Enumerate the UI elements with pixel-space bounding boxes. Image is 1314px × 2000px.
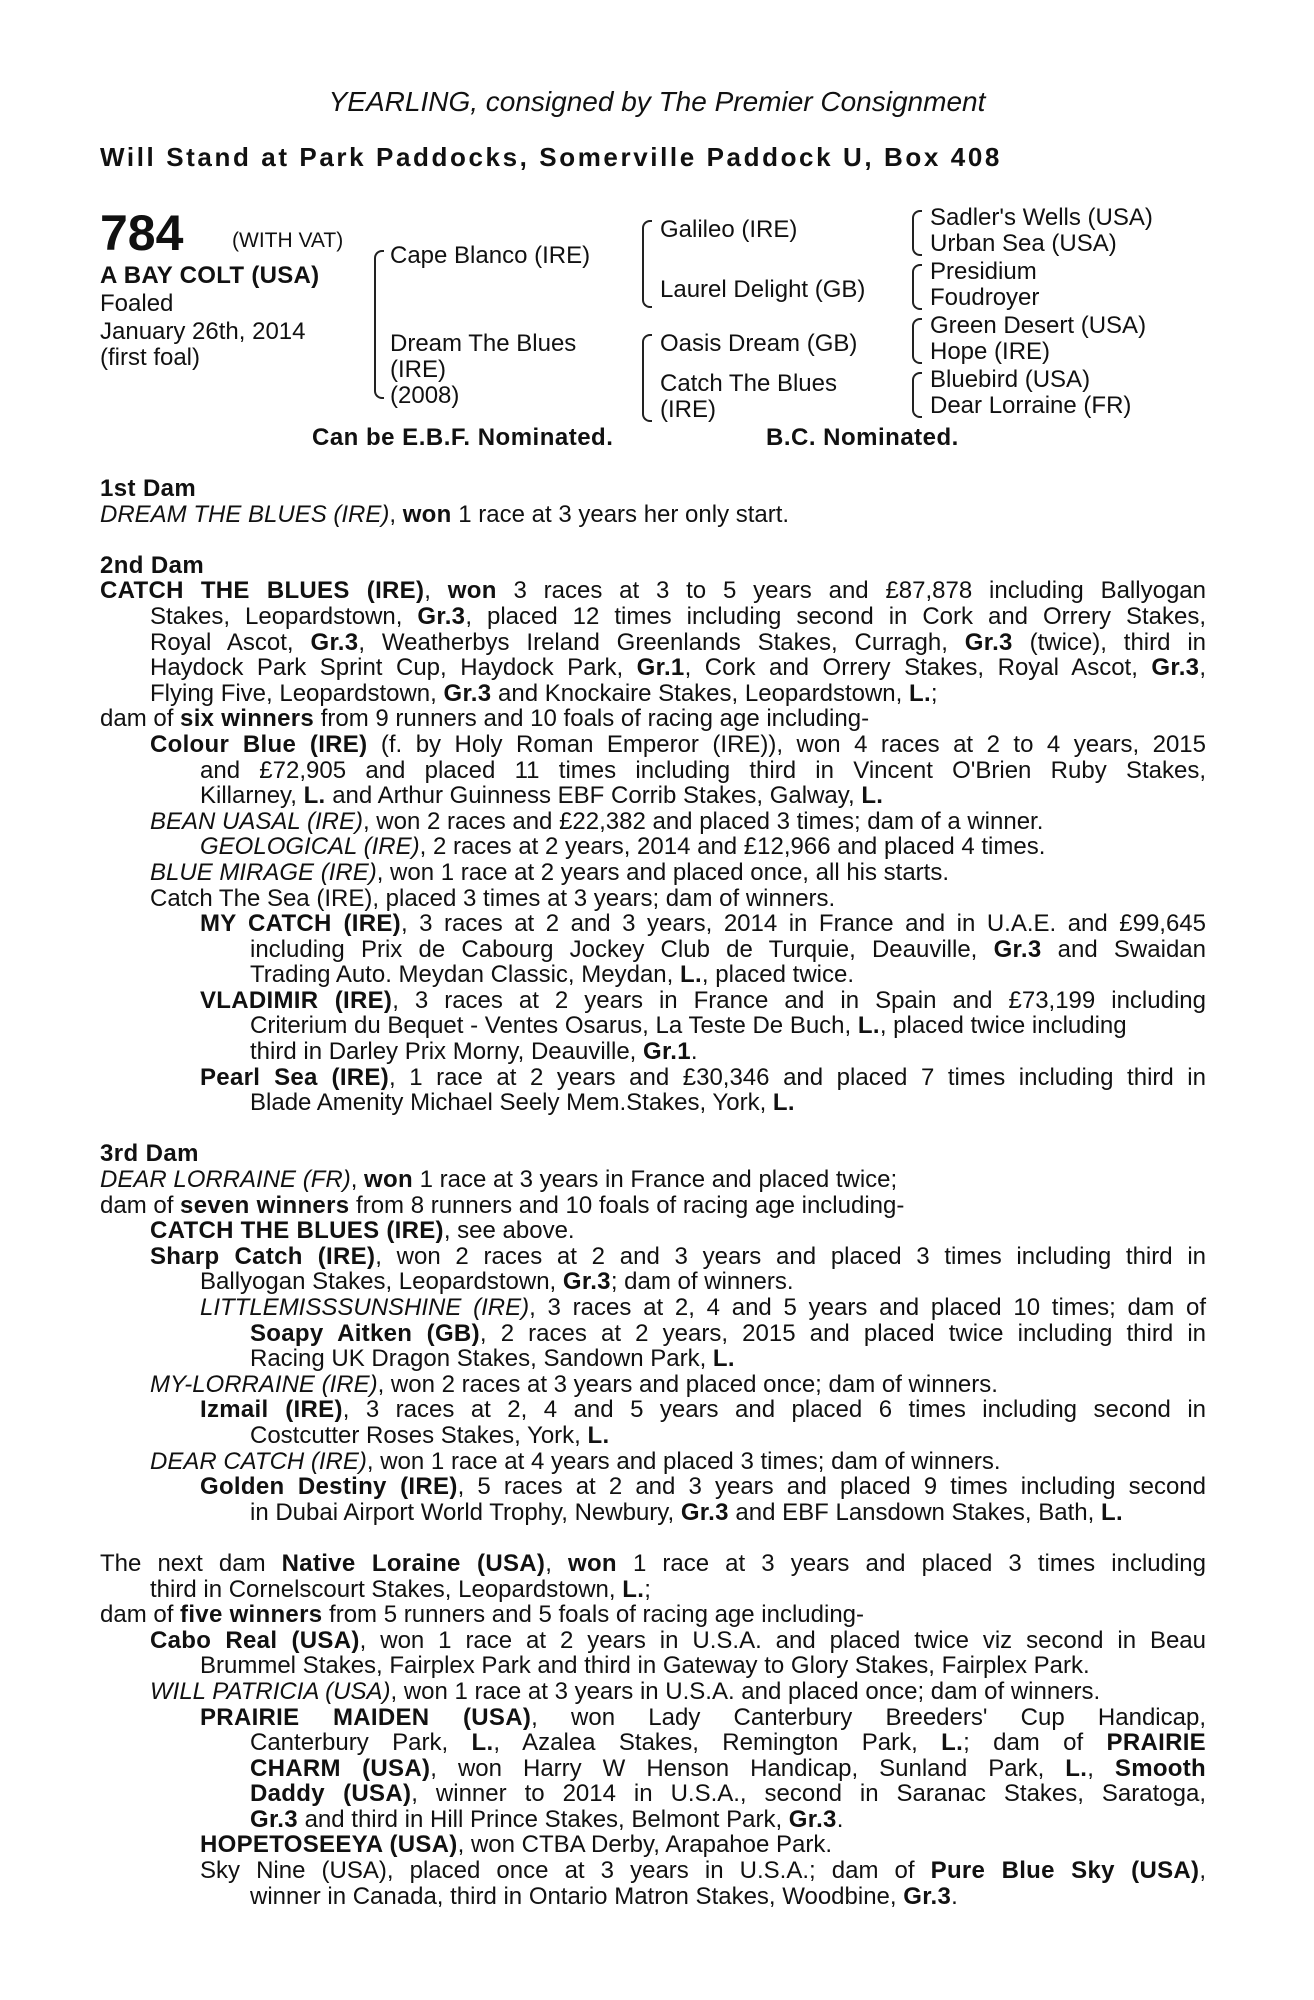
record-line bbox=[100, 1577, 1206, 1603]
bold-text: won bbox=[402, 500, 452, 528]
record-line bbox=[100, 655, 1206, 681]
horse-name: BLUE MIRAGE (IRE) bbox=[150, 858, 377, 886]
record-line bbox=[100, 783, 1206, 809]
bold-text: five winners bbox=[180, 1601, 323, 1629]
text: and Arthur Guinness EBF Corrib Stakes, Galway, bbox=[325, 782, 862, 810]
lot-number: 784 bbox=[100, 205, 184, 261]
bold-text: won bbox=[567, 1549, 617, 1577]
bold-text: Gr.3 bbox=[788, 1805, 837, 1833]
bold-text: Pure Blue Sky (USA) bbox=[930, 1857, 1200, 1885]
section-spacer bbox=[100, 1525, 1206, 1551]
bold-text: Sharp Catch (IRE) bbox=[150, 1242, 376, 1270]
text: and £72,905 and placed 11 times including third in Vincent O'Brien Ruby Stakes, bbox=[200, 756, 1206, 784]
record-line bbox=[100, 1781, 1206, 1807]
horse-name: LITTLEMISSSUNSHINE (IRE) bbox=[200, 1294, 530, 1321]
pedigree-dds: Bluebird (USA) bbox=[930, 366, 1091, 393]
text: dam of bbox=[100, 1601, 181, 1629]
text: , 3 races at 2 and 3 years, 2014 in France and in U.A.E. and £99,645 bbox=[400, 910, 1206, 938]
text: , bbox=[424, 577, 448, 605]
bc-nomination: B.C. Nominated. bbox=[766, 424, 959, 451]
section-spacer bbox=[100, 1116, 1206, 1142]
record-line bbox=[100, 553, 1206, 579]
bold-text: PRAIRIE MAIDEN (USA) bbox=[200, 1703, 532, 1731]
text: , won CTBA Derby, Arapahoe Park. bbox=[457, 1831, 833, 1859]
record-line bbox=[100, 937, 1206, 963]
text: Brummel Stakes, Fairplex Park and third in Gateway to Glory Stakes, Fairplex Park. bbox=[200, 1652, 1090, 1680]
text: and third in Hill Prince Stakes, Belmont Park, bbox=[297, 1805, 789, 1833]
pedigree-sds: Presidium bbox=[930, 258, 1037, 285]
record-line bbox=[100, 962, 1206, 988]
bold-text: Gr.3 bbox=[250, 1805, 298, 1833]
bold-text: Golden Destiny (IRE) bbox=[200, 1473, 458, 1501]
text: , won 1 race at 4 years and placed 3 times; dam of winners. bbox=[366, 1447, 1001, 1475]
section-heading: 2nd Dam bbox=[100, 551, 205, 579]
consignment-title: YEARLING, consigned by The Premier Consignment bbox=[328, 86, 986, 117]
text: and EBF Lansdown Stakes, Bath, bbox=[728, 1498, 1101, 1526]
record-line bbox=[100, 1269, 1206, 1295]
pedigree-brace-sd bbox=[912, 264, 922, 310]
record-line bbox=[100, 681, 1206, 707]
horse-name: DEAR LORRAINE (FR) bbox=[100, 1166, 351, 1194]
record-line bbox=[100, 604, 1206, 630]
bold-text: L. bbox=[712, 1345, 735, 1373]
record-line bbox=[100, 732, 1206, 758]
text: , 5 races at 2 and 3 years and placed 9 times including second bbox=[457, 1473, 1207, 1501]
text: , placed twice. bbox=[701, 961, 854, 989]
text: from 9 runners and 10 foals of racing age including- bbox=[314, 705, 870, 733]
text: , Cork and Orrery Stakes, Royal Ascot, bbox=[684, 654, 1152, 682]
pedigree-dam-line-3: (2008) bbox=[390, 382, 460, 409]
section-spacer bbox=[100, 527, 1206, 553]
horse-name: DREAM THE BLUES (IRE) bbox=[100, 500, 390, 528]
bold-text: won bbox=[364, 1166, 413, 1194]
text: , bbox=[1199, 654, 1206, 682]
text: , 1 race at 2 years and £30,346 and placed 7 times including third in bbox=[389, 1063, 1206, 1091]
text: (f. by Holy Roman Emperor (IRE)), won 4 races at 2 to 4 years, 2015 bbox=[367, 730, 1206, 758]
bold-text: six winners bbox=[180, 705, 315, 733]
record-line bbox=[100, 1449, 1206, 1475]
record-line bbox=[100, 1090, 1206, 1116]
text: , won 2 races at 3 years and placed once; dam of winners. bbox=[377, 1370, 998, 1398]
record-line bbox=[100, 578, 1206, 604]
bold-text: Gr.3 bbox=[310, 628, 359, 656]
pedigree-dsd: Hope (IRE) bbox=[930, 338, 1051, 365]
record-line bbox=[100, 1653, 1206, 1679]
text: , won Lady Canterbury Breeders' Cup Handicap, bbox=[531, 1703, 1206, 1731]
text: ; bbox=[930, 679, 938, 707]
text: Criterium du Bequet - Ventes Osarus, La Teste De Buch, bbox=[250, 1012, 858, 1040]
record-line bbox=[100, 1551, 1206, 1577]
bold-text: CHARM (USA) bbox=[250, 1754, 431, 1782]
text: , won 1 race at 2 years in U.S.A. and placed twice viz second in Beau bbox=[359, 1626, 1207, 1654]
bold-text: L. bbox=[857, 1012, 880, 1040]
bold-text: Daddy (USA) bbox=[250, 1780, 412, 1808]
text: including Prix de Cabourg Jockey Club de Turquie, Deauville, bbox=[250, 935, 994, 963]
text: The next dam bbox=[100, 1549, 282, 1577]
bold-text: L. bbox=[1065, 1754, 1088, 1782]
text: 3 races at 3 to 5 years and £87,878 including Ballyogan bbox=[496, 577, 1206, 605]
text: Royal Ascot, bbox=[150, 628, 311, 656]
text: Catch The Sea (IRE), placed 3 times at 3 years; dam of winners. bbox=[150, 884, 836, 912]
bold-text: Cabo Real (USA) bbox=[150, 1626, 360, 1654]
text: , bbox=[350, 1166, 365, 1194]
pedigree-dam-line-1: Dream The Blues bbox=[390, 330, 577, 357]
bold-text: Gr.3 bbox=[417, 602, 466, 630]
text: , won 2 races at 2 and 3 years and placed 3 times including third in bbox=[375, 1242, 1207, 1270]
text: 1 race at 3 years and placed 3 times including bbox=[616, 1549, 1206, 1577]
text: , winner to 2014 in U.S.A., second in Saranac Stakes, Saratoga, bbox=[411, 1780, 1206, 1808]
bold-text: CATCH THE BLUES (IRE) bbox=[150, 1217, 444, 1245]
text: , bbox=[1199, 1857, 1206, 1885]
record-line bbox=[100, 988, 1206, 1014]
record-line bbox=[100, 1756, 1206, 1782]
pedigree-brace-ds bbox=[912, 318, 922, 364]
text: , 3 races at 2, 4 and 5 years and placed 10 times; dam of bbox=[529, 1294, 1207, 1321]
pedigree-dam-dam-line-1: Catch The Blues bbox=[660, 370, 837, 397]
bold-text: Izmail (IRE) bbox=[200, 1396, 343, 1424]
record-line bbox=[100, 476, 1206, 502]
text: , Weatherbys Ireland Greenlands Stakes, Curragh, bbox=[358, 628, 965, 656]
section-heading: 1st Dam bbox=[100, 475, 197, 502]
bold-text: Gr.3 bbox=[964, 628, 1013, 656]
record-line bbox=[100, 1397, 1206, 1423]
record-line bbox=[100, 1884, 1206, 1910]
text: Costcutter Roses Stakes, York, bbox=[250, 1421, 588, 1449]
record-line bbox=[100, 834, 1206, 860]
record-line bbox=[100, 1244, 1206, 1270]
text: dam of bbox=[100, 705, 181, 733]
record-line bbox=[100, 1218, 1206, 1244]
text: 1 race at 3 years in France and placed twice; bbox=[412, 1166, 898, 1194]
bold-text: Pearl Sea (IRE) bbox=[200, 1063, 390, 1091]
pedigree-sire-sire: Galileo (IRE) bbox=[660, 216, 798, 243]
text: Killarney, bbox=[200, 782, 304, 810]
pedigree-brace-main bbox=[374, 250, 384, 399]
record-line bbox=[100, 758, 1206, 784]
record-line bbox=[100, 1500, 1206, 1526]
record-line bbox=[100, 911, 1206, 937]
text: , won 2 races and £22,382 and placed 3 times; dam of a winner. bbox=[362, 807, 1044, 835]
record-line bbox=[100, 860, 1206, 886]
record-line bbox=[100, 706, 1206, 732]
horse-name: MY-LORRAINE (IRE) bbox=[150, 1370, 378, 1398]
text: from 8 runners and 10 foals of racing age including- bbox=[349, 1191, 905, 1219]
bold-text: Gr.1 bbox=[636, 654, 685, 682]
text: ; dam of bbox=[963, 1729, 1107, 1757]
text: , placed 12 times including second in Cork and Orrery Stakes, bbox=[465, 602, 1206, 630]
text: in Dubai Airport World Trophy, Newbury, bbox=[250, 1498, 681, 1526]
text: , won 1 race at 2 years and placed once, all his starts. bbox=[376, 858, 950, 886]
pedigree-dam-sire: Oasis Dream (GB) bbox=[660, 330, 858, 357]
pedigree-ddd: Dear Lorraine (FR) bbox=[930, 392, 1132, 419]
bold-text: won bbox=[447, 577, 497, 605]
record-line bbox=[100, 1141, 1206, 1167]
text: Sky Nine (USA), placed once at 3 years in U.S.A.; dam of bbox=[200, 1857, 931, 1885]
pedigree-dam-line-2: (IRE) bbox=[390, 356, 446, 383]
text: and Swaidan bbox=[1041, 935, 1206, 963]
text: Blade Amenity Michael Seely Mem.Stakes, York, bbox=[250, 1089, 773, 1117]
text: third in Cornelscourt Stakes, Leopardstown, bbox=[150, 1575, 623, 1603]
text: . bbox=[836, 1805, 844, 1833]
text: , placed twice including bbox=[879, 1012, 1127, 1040]
record-line bbox=[100, 1679, 1206, 1705]
pedigree-brace-sire bbox=[642, 220, 652, 308]
record-line bbox=[100, 1346, 1206, 1372]
text: , won 1 race at 3 years in U.S.A. and placed once; dam of winners. bbox=[390, 1677, 1101, 1705]
pedigree-dam-dam-line-2: (IRE) bbox=[660, 396, 716, 423]
pedigree-brace-dd bbox=[912, 372, 922, 418]
bold-text: Smooth bbox=[1114, 1754, 1207, 1782]
bold-text: Gr.3 bbox=[1151, 654, 1200, 682]
text: , bbox=[545, 1549, 568, 1577]
pedigree-sire: Cape Blanco (IRE) bbox=[390, 242, 591, 269]
record-line bbox=[100, 1730, 1206, 1756]
bold-text: Gr.3 bbox=[443, 679, 492, 707]
section-heading: 3rd Dam bbox=[100, 1140, 199, 1168]
bold-text: CATCH THE BLUES (IRE) bbox=[100, 577, 425, 605]
bold-text: Gr.3 bbox=[903, 1882, 952, 1910]
bold-text: Native Loraine (USA) bbox=[281, 1549, 546, 1577]
text: Flying Five, Leopardstown, bbox=[150, 679, 444, 707]
bold-text: L. bbox=[772, 1089, 795, 1117]
bold-text: MY CATCH (IRE) bbox=[200, 910, 401, 938]
record-line bbox=[100, 1423, 1206, 1449]
text: from 5 runners and 5 foals of racing age including- bbox=[322, 1601, 865, 1629]
bold-text: L. bbox=[941, 1729, 964, 1757]
pedigree-ssd: Urban Sea (USA) bbox=[930, 230, 1117, 257]
record-line bbox=[100, 809, 1206, 835]
text: , see above. bbox=[443, 1217, 575, 1245]
text: (twice), third in bbox=[1012, 628, 1207, 656]
bold-text: HOPETOSEEYA (USA) bbox=[200, 1831, 458, 1859]
text: , bbox=[389, 500, 403, 528]
text: Trading Auto. Meydan Classic, Meydan, bbox=[250, 961, 680, 989]
record-line bbox=[100, 1628, 1206, 1654]
first-foal-note: (first foal) bbox=[100, 344, 201, 371]
record-line bbox=[100, 1193, 1206, 1219]
bold-text: Colour Blue (IRE) bbox=[150, 730, 368, 758]
horse-name: WILL PATRICIA (USA) bbox=[150, 1677, 391, 1705]
horse-name: BEAN UASAL (IRE) bbox=[150, 807, 363, 835]
bold-text: Gr.3 bbox=[993, 935, 1042, 963]
bold-text: L. bbox=[679, 961, 702, 989]
pedigree-dss: Green Desert (USA) bbox=[930, 312, 1147, 339]
bold-text: L. bbox=[471, 1729, 494, 1757]
record-line bbox=[100, 1705, 1206, 1731]
record-line bbox=[100, 1474, 1206, 1500]
record-line bbox=[100, 1832, 1206, 1858]
bold-text: L. bbox=[1100, 1498, 1123, 1526]
horse-name: DEAR CATCH (IRE) bbox=[150, 1447, 367, 1475]
bold-text: Soapy Aitken (GB) bbox=[250, 1319, 480, 1347]
text: and Knockaire Stakes, Leopardstown, bbox=[491, 679, 909, 707]
record-line bbox=[100, 1167, 1206, 1193]
text: . bbox=[690, 1038, 698, 1066]
bold-text: L. bbox=[303, 782, 326, 810]
record-line bbox=[100, 1039, 1206, 1065]
record-line bbox=[100, 1602, 1206, 1628]
bold-text: Gr.3 bbox=[562, 1268, 611, 1296]
bold-text: PRAIRIE bbox=[1106, 1729, 1206, 1757]
text: , 2 races at 2 years, 2014 and £12,966 and placed 4 times. bbox=[419, 833, 1046, 861]
bold-text: L. bbox=[908, 679, 931, 707]
text: Canterbury Park, bbox=[250, 1729, 472, 1757]
text: , 2 races at 2 years, 2015 and placed twice including third in bbox=[479, 1319, 1207, 1347]
text: , won Harry W Henson Handicap, Sunland Park, bbox=[430, 1754, 1066, 1782]
dam-records bbox=[100, 476, 1206, 1909]
text: , 3 races at 2, 4 and 5 years and placed 6 times including second in bbox=[342, 1396, 1207, 1424]
record-line bbox=[100, 1065, 1206, 1091]
horse-name: GEOLOGICAL (IRE) bbox=[200, 833, 420, 861]
text: , 3 races at 2 years in France and in Spain and £73,199 including bbox=[392, 986, 1206, 1014]
text: ; dam of winners. bbox=[610, 1268, 794, 1296]
text: Stakes, Leopardstown, bbox=[150, 602, 418, 630]
record-line bbox=[100, 1321, 1206, 1347]
bold-text: Gr.1 bbox=[643, 1038, 691, 1066]
record-line bbox=[100, 502, 1206, 528]
bold-text: seven winners bbox=[180, 1191, 350, 1219]
bold-text: Gr.3 bbox=[680, 1498, 729, 1526]
text: ; bbox=[644, 1575, 651, 1603]
text: 1 race at 3 years her only start. bbox=[451, 500, 790, 528]
record-line bbox=[100, 630, 1206, 656]
pedigree-sss: Sadler's Wells (USA) bbox=[930, 204, 1153, 231]
text: winner in Canada, third in Ontario Matron Stakes, Woodbine, bbox=[250, 1882, 904, 1910]
vat-note: (WITH VAT) bbox=[232, 229, 344, 252]
foaled-date: January 26th, 2014 bbox=[100, 318, 306, 345]
record-line bbox=[100, 886, 1206, 912]
record-line bbox=[100, 1858, 1206, 1884]
record-line bbox=[100, 1372, 1206, 1398]
pedigree-brace-ss bbox=[912, 210, 922, 256]
pedigree-sdd: Foudroyer bbox=[930, 284, 1040, 311]
pedigree-brace-dam bbox=[642, 334, 652, 422]
foaled-label: Foaled bbox=[100, 290, 174, 317]
stand-location: Will Stand at Park Paddocks, Somerville Paddock U, Box 408 bbox=[100, 142, 1002, 172]
text: , bbox=[1087, 1754, 1115, 1782]
record-line bbox=[100, 1807, 1206, 1833]
record-line bbox=[100, 1295, 1206, 1321]
lot-name: A BAY COLT (USA) bbox=[100, 262, 320, 289]
text: . bbox=[951, 1882, 958, 1910]
bold-text: L. bbox=[622, 1575, 645, 1603]
ebf-nomination: Can be E.B.F. Nominated. bbox=[312, 424, 614, 451]
text: Haydock Park Sprint Cup, Haydock Park, bbox=[150, 654, 637, 682]
text: Ballyogan Stakes, Leopardstown, bbox=[200, 1268, 563, 1296]
text: dam of bbox=[100, 1191, 181, 1219]
text: third in Darley Prix Morny, Deauville, bbox=[250, 1038, 644, 1066]
text: , Azalea Stakes, Remington Park, bbox=[493, 1729, 942, 1757]
bold-text: L. bbox=[861, 782, 884, 810]
pedigree-sire-dam: Laurel Delight (GB) bbox=[660, 276, 866, 303]
record-line bbox=[100, 1013, 1206, 1039]
bold-text: L. bbox=[587, 1421, 610, 1449]
bold-text: VLADIMIR (IRE) bbox=[200, 986, 393, 1014]
text: Racing UK Dragon Stakes, Sandown Park, bbox=[250, 1345, 713, 1373]
